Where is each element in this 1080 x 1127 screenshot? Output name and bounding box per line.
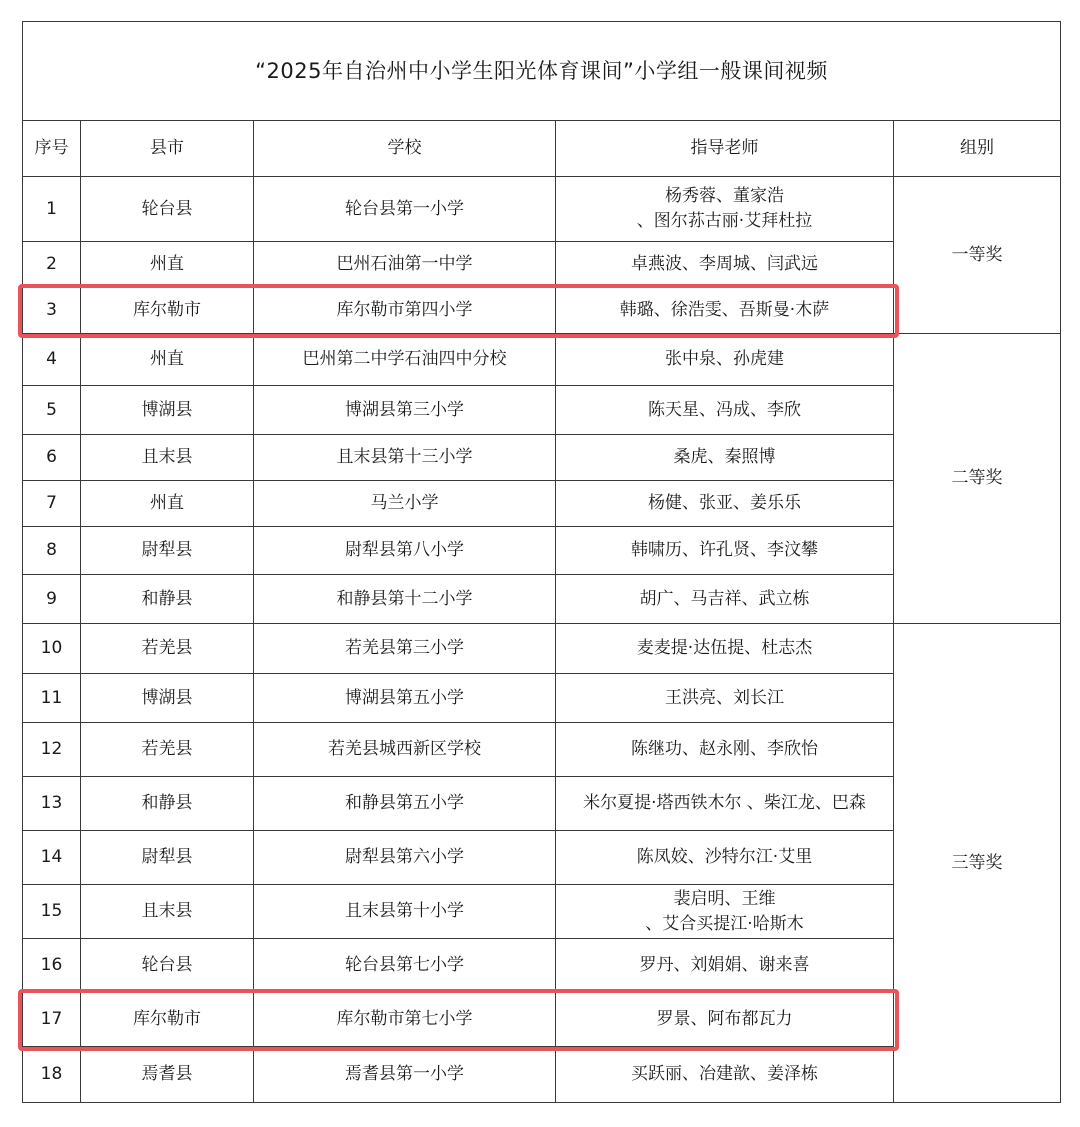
teacher-line: 韩啸历、许孔贤、李汶攀 bbox=[631, 540, 818, 561]
award-table bbox=[22, 21, 1061, 1103]
cell-county: 州直 bbox=[81, 334, 254, 386]
cell-county: 轮台县 bbox=[81, 177, 254, 242]
teacher-line: 陈天星、冯成、李欣 bbox=[648, 399, 801, 420]
cell-county: 若羌县 bbox=[81, 723, 254, 777]
cell-teachers bbox=[556, 242, 894, 288]
cell-teachers bbox=[556, 435, 894, 481]
cell-group: 二等奖 bbox=[894, 334, 1061, 624]
cell-school: 马兰小学 bbox=[254, 481, 556, 527]
cell-county: 尉犁县 bbox=[81, 527, 254, 575]
cell-county: 尉犁县 bbox=[81, 831, 254, 885]
cell-number: 5 bbox=[23, 386, 81, 435]
cell-teachers bbox=[556, 177, 894, 242]
teacher-line: 卓燕波、李周城、闫武远 bbox=[631, 254, 818, 275]
cell-county: 若羌县 bbox=[81, 624, 254, 674]
cell-school: 尉犁县第六小学 bbox=[254, 831, 556, 885]
teacher-line: 麦麦提·达伍提、杜志杰 bbox=[636, 638, 813, 659]
cell-number: 3 bbox=[23, 288, 81, 334]
teacher-line: 王洪亮、刘长江 bbox=[665, 687, 784, 708]
cell-number: 13 bbox=[23, 777, 81, 831]
cell-teachers bbox=[556, 624, 894, 674]
teacher-line: 张中泉、孙虎建 bbox=[665, 349, 784, 370]
cell-number: 14 bbox=[23, 831, 81, 885]
cell-school: 博湖县第五小学 bbox=[254, 674, 556, 723]
cell-school: 若羌县第三小学 bbox=[254, 624, 556, 674]
header-group: 组别 bbox=[894, 121, 1061, 177]
teacher-line: 杨秀蓉、董家浩 bbox=[665, 186, 784, 207]
highlight-box bbox=[18, 989, 899, 1051]
cell-county: 轮台县 bbox=[81, 939, 254, 993]
table-row bbox=[23, 177, 1061, 242]
cell-school: 巴州石油第一中学 bbox=[254, 242, 556, 288]
header-school: 学校 bbox=[254, 121, 556, 177]
cell-school: 且末县第十三小学 bbox=[254, 435, 556, 481]
teacher-line: 陈继功、赵永刚、李欣怡 bbox=[631, 739, 818, 760]
cell-group: 一等奖 bbox=[894, 177, 1061, 334]
cell-teachers bbox=[556, 386, 894, 435]
cell-number: 2 bbox=[23, 242, 81, 288]
cell-number: 6 bbox=[23, 435, 81, 481]
teacher-line: 罗景、阿布都瓦力 bbox=[656, 1009, 793, 1030]
teacher-line: 陈凤姣、沙特尔江·艾里 bbox=[636, 847, 813, 868]
cell-number: 11 bbox=[23, 674, 81, 723]
cell-teachers bbox=[556, 939, 894, 993]
cell-county: 且末县 bbox=[81, 885, 254, 939]
cell-school: 博湖县第三小学 bbox=[254, 386, 556, 435]
table-row bbox=[23, 334, 1061, 386]
teacher-line: 杨健、张亚、姜乐乐 bbox=[648, 493, 801, 514]
cell-number: 8 bbox=[23, 527, 81, 575]
cell-teachers bbox=[556, 885, 894, 939]
teacher-line: 、图尔荪古丽·艾拜杜拉 bbox=[636, 211, 813, 231]
cell-teachers bbox=[556, 527, 894, 575]
cell-school: 库尔勒市第四小学 bbox=[254, 288, 556, 334]
cell-school: 库尔勒市第七小学 bbox=[254, 993, 556, 1047]
cell-school: 和静县第十二小学 bbox=[254, 575, 556, 624]
cell-number: 7 bbox=[23, 481, 81, 527]
cell-teachers bbox=[556, 674, 894, 723]
teacher-line: 胡广、马吉祥、武立栋 bbox=[639, 588, 810, 609]
header-row bbox=[23, 121, 1061, 177]
cell-county: 和静县 bbox=[81, 575, 254, 624]
header-county: 县市 bbox=[81, 121, 254, 177]
cell-number: 16 bbox=[23, 939, 81, 993]
cell-number: 4 bbox=[23, 334, 81, 386]
cell-number: 17 bbox=[23, 993, 81, 1047]
cell-number: 15 bbox=[23, 885, 81, 939]
table-title: “2025年自治州中小学生阳光体育课间”小学组一般课间视频 bbox=[23, 22, 1061, 121]
cell-county: 库尔勒市 bbox=[81, 993, 254, 1047]
cell-county: 和静县 bbox=[81, 777, 254, 831]
cell-school: 和静县第五小学 bbox=[254, 777, 556, 831]
cell-number: 10 bbox=[23, 624, 81, 674]
cell-county: 库尔勒市 bbox=[81, 288, 254, 334]
cell-teachers bbox=[556, 777, 894, 831]
teacher-line: 裴启明、王维 bbox=[673, 888, 776, 909]
header-number: 序号 bbox=[23, 121, 81, 177]
cell-number: 1 bbox=[23, 177, 81, 242]
cell-number: 18 bbox=[23, 1047, 81, 1103]
cell-county: 州直 bbox=[81, 481, 254, 527]
teacher-line: 买跃丽、冶建歆、姜泽栋 bbox=[631, 1064, 818, 1085]
teacher-line: 米尔夏提·塔西铁木尔 、柴江龙、巴森 bbox=[583, 793, 866, 814]
teacher-line: 、艾合买提江·哈斯木 bbox=[645, 913, 804, 934]
cell-school: 轮台县第一小学 bbox=[254, 177, 556, 242]
cell-school: 尉犁县第八小学 bbox=[254, 527, 556, 575]
highlight-box bbox=[18, 284, 899, 338]
cell-teachers bbox=[556, 831, 894, 885]
cell-county: 博湖县 bbox=[81, 386, 254, 435]
teacher-line: 韩璐、徐浩雯、吾斯曼·木萨 bbox=[619, 300, 830, 321]
table-row bbox=[23, 624, 1061, 674]
cell-teachers bbox=[556, 723, 894, 777]
header-teachers: 指导老师 bbox=[556, 121, 894, 177]
cell-county: 焉耆县 bbox=[81, 1047, 254, 1103]
cell-teachers bbox=[556, 334, 894, 386]
cell-county: 州直 bbox=[81, 242, 254, 288]
teacher-line: 桑虎、秦照博 bbox=[673, 447, 776, 468]
cell-school: 且末县第十小学 bbox=[254, 885, 556, 939]
cell-group: 三等奖 bbox=[894, 624, 1061, 1103]
cell-number: 9 bbox=[23, 575, 81, 624]
teacher-line: 罗丹、刘娟娟、谢来喜 bbox=[639, 955, 810, 976]
cell-school: 巴州第二中学石油四中分校 bbox=[254, 334, 556, 386]
cell-teachers bbox=[556, 575, 894, 624]
cell-school: 轮台县第七小学 bbox=[254, 939, 556, 993]
cell-teachers bbox=[556, 481, 894, 527]
cell-county: 且末县 bbox=[81, 435, 254, 481]
cell-number: 12 bbox=[23, 723, 81, 777]
award-table-sheet bbox=[22, 21, 1060, 1106]
cell-school: 焉耆县第一小学 bbox=[254, 1047, 556, 1103]
cell-county: 博湖县 bbox=[81, 674, 254, 723]
cell-school: 若羌县城西新区学校 bbox=[254, 723, 556, 777]
cell-teachers bbox=[556, 1047, 894, 1103]
